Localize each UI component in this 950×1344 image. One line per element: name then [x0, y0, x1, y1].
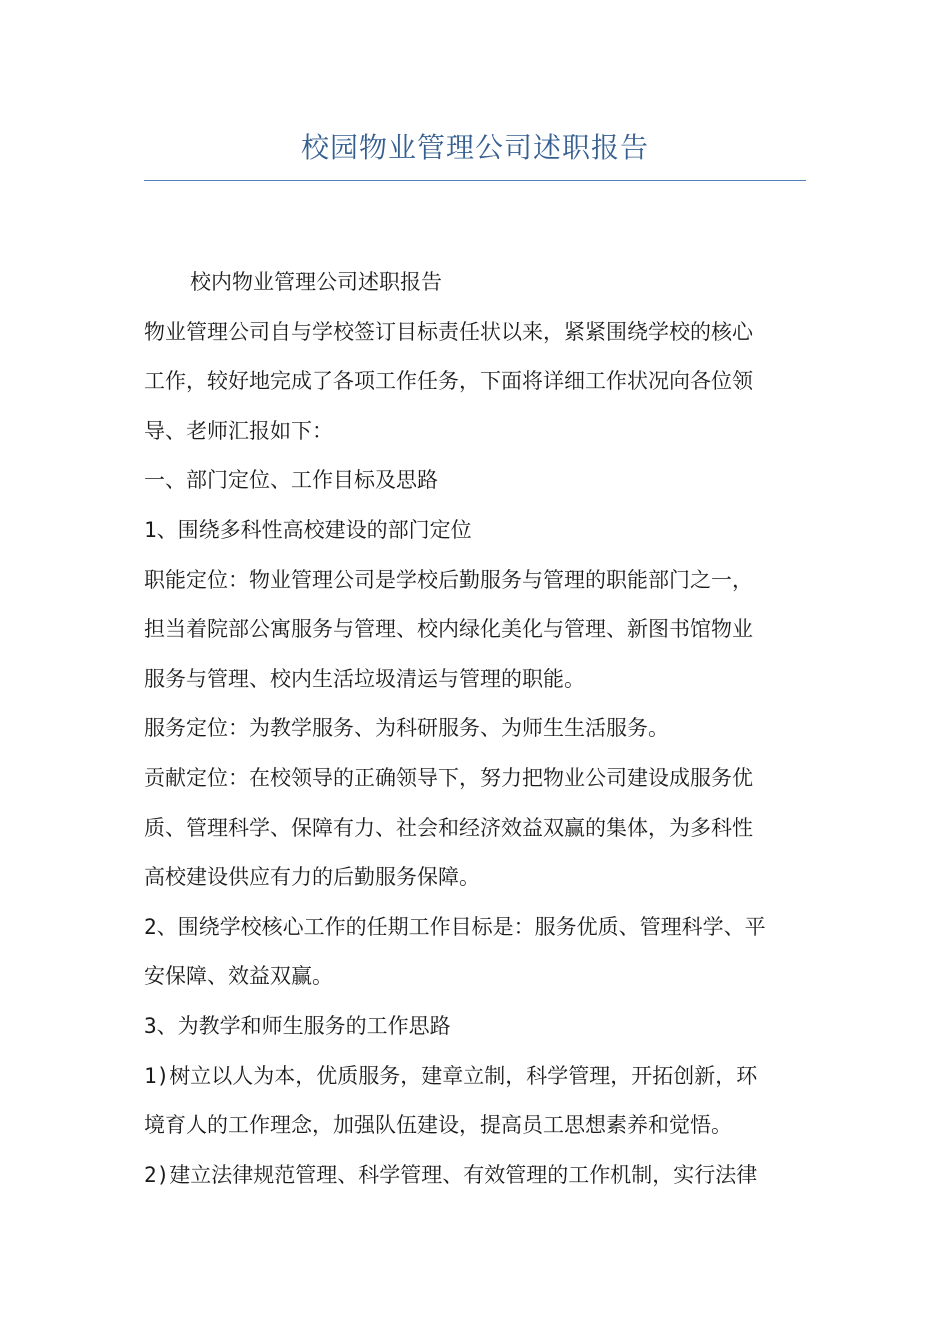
list-item-line: 2)建立法律规范管理、科学管理、有效管理的工作机制，实行法律	[144, 1162, 758, 1187]
paragraph-line: 物业管理公司自与学校签订目标责任状以来，紧紧围绕学校的核心	[144, 319, 753, 344]
paragraph-line: 服务定位：为教学服务、为科研服务、为师生生活服务。	[144, 716, 669, 741]
paragraph-line: 安保障、效益双赢。	[144, 964, 333, 989]
list-item-line: 1)树立以人为本，优质服务，建章立制，科学管理，开拓创新，环	[144, 1063, 758, 1088]
paragraph-line: 担当着院部公寓服务与管理、校内绿化美化与管理、新图书馆物业	[144, 617, 753, 642]
paragraph-line: 服务与管理、校内生活垃圾清运与管理的职能。	[144, 666, 585, 691]
paragraph-line: 工作，较好地完成了各项工作任务，下面将详细工作状况向各位领	[144, 369, 753, 394]
subsection-heading: 1、围绕多科性高校建设的部门定位	[144, 517, 472, 542]
subtitle-line: 校内物业管理公司述职报告	[190, 270, 442, 294]
subsection-heading: 2、围绕学校核心工作的任期工作目标是：服务优质、管理科学、平	[144, 914, 766, 939]
list-item-line: 境育人的工作理念，加强队伍建设，提高员工思想素养和觉悟。	[144, 1113, 732, 1138]
paragraph-line: 导、老师汇报如下：	[144, 418, 333, 443]
document-title: 校园物业管理公司述职报告	[300, 131, 649, 164]
subsection-heading: 3、为教学和师生服务的工作思路	[144, 1013, 451, 1038]
paragraph-line: 职能定位：物业管理公司是学校后勤服务与管理的职能部门之一，	[144, 567, 753, 592]
paragraph-line: 贡献定位：在校领导的正确领导下，努力把物业公司建设成服务优	[144, 765, 753, 790]
section-heading: 一、部门定位、工作目标及思路	[144, 468, 438, 493]
paragraph-line: 高校建设供应有力的后勤服务保障。	[144, 865, 480, 890]
paragraph-line: 质、管理科学、保障有力、社会和经济效益双赢的集体，为多科性	[144, 815, 753, 840]
title-underline	[144, 180, 806, 181]
document-body	[144, 262, 806, 1204]
